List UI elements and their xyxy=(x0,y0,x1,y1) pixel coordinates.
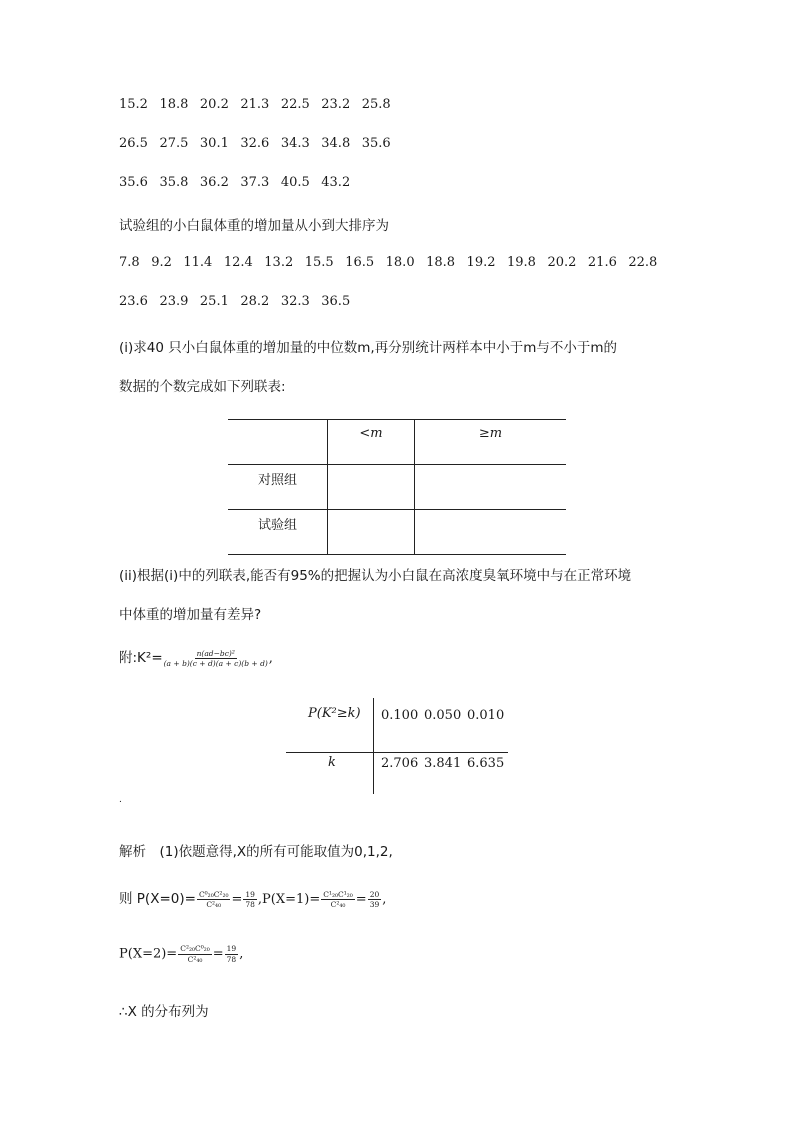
appendix-formula xyxy=(119,646,273,668)
punctuation: , xyxy=(239,946,244,962)
data-value: 21.6 xyxy=(587,255,617,270)
fraction-numerator: 20 xyxy=(369,889,380,899)
control-row-2 xyxy=(119,136,402,151)
equals-sign: = xyxy=(212,946,224,962)
data-value: 35.6 xyxy=(361,136,391,151)
p2-value-fraction xyxy=(225,945,239,963)
p-row-header: P(K²≥k) xyxy=(308,706,361,721)
data-value: 32.6 xyxy=(240,136,270,151)
table-rule xyxy=(228,509,566,510)
row-header-experiment-group: 试验组 xyxy=(257,518,297,533)
probability-line-1 xyxy=(119,887,386,909)
data-value: 15.2 xyxy=(119,97,148,112)
data-value: 20.2 xyxy=(547,255,577,270)
data-value: 34.3 xyxy=(280,136,310,151)
table-rule xyxy=(228,464,566,465)
experiment-row-1 xyxy=(119,255,669,270)
equals-sign: = xyxy=(355,892,367,907)
k-value: 6.635 xyxy=(467,756,505,771)
p1-value-fraction xyxy=(368,891,382,909)
question-ii-line-2: 中体重的增加量有差异? xyxy=(119,607,262,623)
data-value: 19.2 xyxy=(466,255,496,270)
table-rule xyxy=(286,752,508,753)
data-value: 23.9 xyxy=(159,294,189,309)
data-value: 18.0 xyxy=(385,255,415,270)
p0-value-fraction xyxy=(243,891,257,909)
k-value: 2.706 xyxy=(381,756,419,771)
data-value: 25.1 xyxy=(199,294,229,309)
table-rule xyxy=(373,698,374,794)
table-rule xyxy=(228,554,566,555)
k-value: 3.841 xyxy=(424,756,462,771)
formula-numerator: n(ad−bc)² xyxy=(196,648,235,658)
fraction-denominator: 78 xyxy=(245,900,255,909)
fraction-denominator: 78 xyxy=(226,954,237,964)
row-header-control-group: 对照组 xyxy=(257,473,297,488)
data-value: 22.5 xyxy=(280,97,310,112)
p1-prefix: ,P(X=1)= xyxy=(257,892,321,907)
data-value: 23.6 xyxy=(119,294,148,309)
p2-prefix: P(X=2)= xyxy=(119,946,178,962)
probability-line-2 xyxy=(119,945,243,963)
formula-denominator: (a + b)(c + d)(a + c)(b + d) xyxy=(163,659,268,668)
question-i-line-1: (i)求40 只小白鼠体重的增加量的中位数m,再分别统计两样本中小于m与不小于m的 xyxy=(119,340,617,356)
data-value: 11.4 xyxy=(183,255,213,270)
p2-combination-fraction xyxy=(178,945,212,963)
data-value: 13.2 xyxy=(264,255,294,270)
fraction-numerator: 19 xyxy=(226,944,237,953)
experiment-row-2 xyxy=(119,294,362,309)
data-value: 40.5 xyxy=(280,175,310,190)
data-value: 12.4 xyxy=(223,255,253,270)
data-value: 23.2 xyxy=(321,97,351,112)
control-row-3 xyxy=(119,175,362,190)
data-value: 27.5 xyxy=(159,136,189,151)
data-value: 36.5 xyxy=(321,294,351,309)
fraction-denominator: C²₄₀ xyxy=(330,900,346,909)
k-row-header: k xyxy=(328,755,336,770)
appendix-prefix: 附:K²= xyxy=(119,650,163,666)
data-value: 21.3 xyxy=(240,97,270,112)
p-value: 0.050 xyxy=(424,708,462,723)
fraction-denominator: C²₄₀ xyxy=(206,900,222,909)
data-value: 30.1 xyxy=(199,136,229,151)
equals-sign: = xyxy=(231,892,243,907)
data-value: 35.8 xyxy=(159,175,189,190)
solution-conclusion: ∴X 的分布列为 xyxy=(119,1004,209,1020)
p-value: 0.100 xyxy=(381,708,419,723)
data-value: 7.8 xyxy=(119,255,140,270)
data-value: 22.8 xyxy=(628,255,658,270)
data-value: 25.8 xyxy=(361,97,391,112)
data-value: 20.2 xyxy=(199,97,229,112)
control-row-1 xyxy=(119,97,402,112)
critical-value-table xyxy=(286,698,508,794)
column-header-not-less-than-m: ≥m xyxy=(478,426,503,441)
data-value: 32.3 xyxy=(280,294,310,309)
data-value: 15.5 xyxy=(304,255,334,270)
column-header-less-than-m: <m xyxy=(359,426,383,441)
question-i-line-2: 数据的个数完成如下列联表: xyxy=(119,379,286,395)
fraction-denominator: 39 xyxy=(369,900,380,909)
data-value: 26.5 xyxy=(119,136,148,151)
data-value: 18.8 xyxy=(159,97,189,112)
data-value: 18.8 xyxy=(426,255,456,270)
punctuation: , xyxy=(382,892,387,907)
question-ii-line-1: (ii)根据(i)中的列联表,能否有95%的把握认为小白鼠在高浓度臭氧环境中与在正常环境 xyxy=(119,568,632,584)
data-value: 28.2 xyxy=(240,294,270,309)
data-value: 9.2 xyxy=(151,255,172,270)
data-value: 16.5 xyxy=(345,255,375,270)
p0-combination-fraction xyxy=(197,891,231,909)
experiment-intro: 试验组的小白鼠体重的增加量从小到大排序为 xyxy=(119,218,389,234)
stray-mark: . xyxy=(119,795,122,805)
fraction-denominator: C²₄₀ xyxy=(187,954,203,964)
solution-intro: 解析 (1)依题意得,X的所有可能取值为0,1,2, xyxy=(119,844,393,860)
data-value: 36.2 xyxy=(199,175,229,190)
fraction-numerator: C²₂₀C⁰₂₀ xyxy=(180,944,210,953)
table-rule xyxy=(228,419,566,420)
p1-combination-fraction xyxy=(321,891,355,909)
data-value: 35.6 xyxy=(119,175,148,190)
data-value: 43.2 xyxy=(321,175,351,190)
contingency-table xyxy=(228,419,566,555)
k-squared-fraction xyxy=(164,650,268,668)
data-value: 34.8 xyxy=(321,136,351,151)
data-value: 19.8 xyxy=(507,255,536,270)
fraction-numerator: C¹₂₀C¹₂₀ xyxy=(323,889,353,899)
data-value: 37.3 xyxy=(240,175,270,190)
fraction-numerator: 19 xyxy=(245,889,255,899)
appendix-suffix: , xyxy=(268,651,273,666)
fraction-numerator: C⁰₂₀C²₂₀ xyxy=(198,889,229,899)
p-value: 0.010 xyxy=(467,708,505,723)
p0-prefix: 则 P(X=0)= xyxy=(119,891,196,907)
